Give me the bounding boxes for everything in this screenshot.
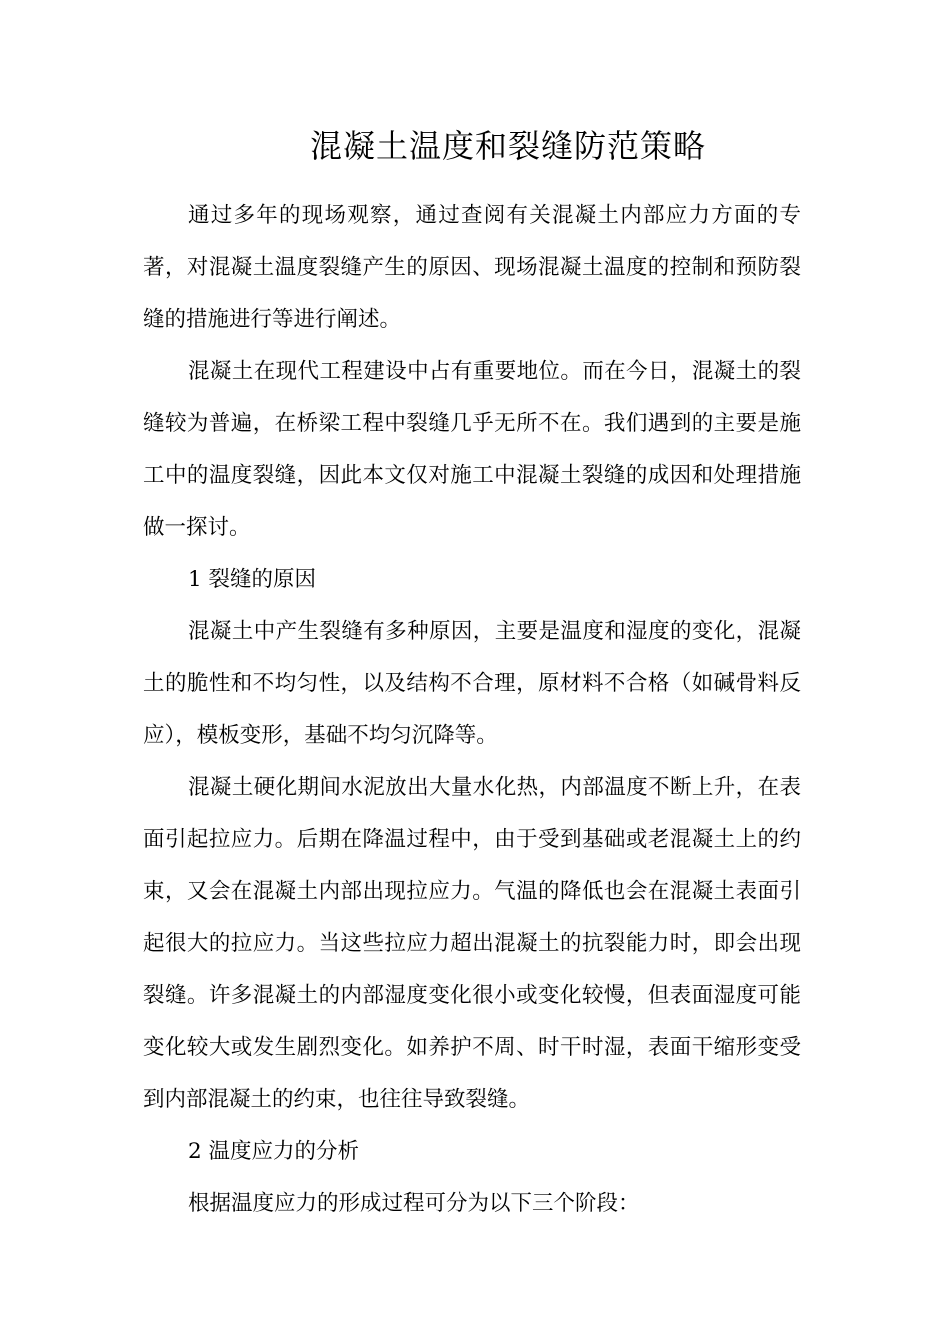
document-title: 混凝土温度和裂缝防范策略 (309, 127, 706, 165)
intro-paragraph-2: 混凝土在现代工程建设中占有重要地位。而在今日，混凝土的裂缝较为普遍，在桥梁工程中裂缝几乎无所不在。我们遇到的主要是施工中的温度裂缝，因此本文仅对施工中混凝土裂缝的成因和处理措施做一探讨。 (143, 359, 801, 540)
section-1-paragraph-1: 混凝土中产生裂缝有多种原因，主要是温度和湿度的变化，混凝土的脆性和不均匀性，以及结构不合理，原材料不合格（如碱骨料反应），模板变形，基础不均匀沉降等。 (143, 619, 801, 748)
section-2-heading: 2 温度应力的分析 (188, 1139, 360, 1164)
section-1-heading: 1 裂缝的原因 (188, 567, 317, 592)
section-1-paragraph-2: 混凝土硬化期间水泥放出大量水化热，内部温度不断上升，在表面引起拉应力。后期在降温过程中，由于受到基础或老混凝土上的约束，又会在混凝土内部出现拉应力。气温的降低也会在混凝土表面引起很大的拉应力。当这些拉应力超出混凝土的抗裂能力时，即会出现裂缝。许多混凝土的内部湿度变化很小或变化较慢，但表面湿度可能变化较大或发生剧烈变化。如养护不周、时干时湿，表面干缩形变受到内部混凝土的约束，也往往导致裂缝。 (143, 775, 801, 1112)
intro-paragraph-1: 通过多年的现场观察，通过查阅有关混凝土内部应力方面的专著，对混凝土温度裂缝产生的原因、现场混凝土温度的控制和预防裂缝的措施进行等进行阐述。 (143, 203, 801, 332)
section-2-paragraph-1: 根据温度应力的形成过程可分为以下三个阶段： (188, 1191, 640, 1216)
document-body (143, 190, 801, 1230)
